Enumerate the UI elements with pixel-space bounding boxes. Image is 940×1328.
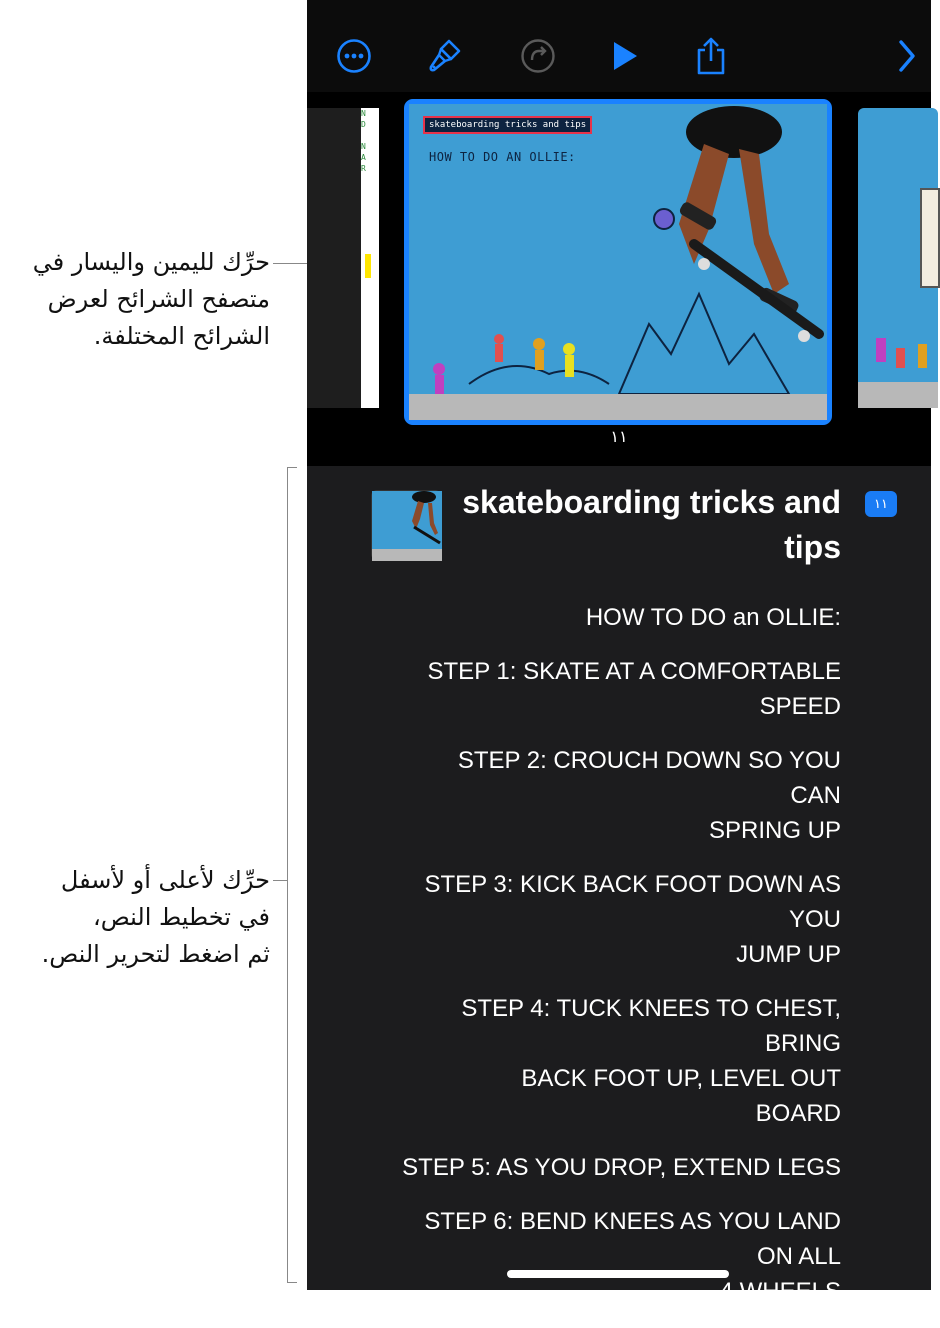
toolbar [307,0,931,100]
slide-heading: HOW TO DO AN OLLIE: [429,150,576,164]
home-indicator[interactable] [507,1270,729,1278]
navigator-callout-line-3: الشرائح المختلفة. [93,322,270,350]
outline-callout [0,862,270,973]
slide-thumbnail-selected[interactable] [404,99,832,425]
more-button[interactable] [332,34,376,78]
redo-button[interactable] [516,34,560,78]
navigator-callout [0,244,270,355]
skater-thumbnail-image [372,491,442,561]
outline-slide-thumbnail[interactable] [371,490,441,560]
more-icon [336,38,372,74]
outline-callout-line-1: حرِّك لأعلى أو لأسفل [60,866,270,894]
outline-paragraph[interactable]: STEP 1: SKATE AT A COMFORTABLE SPEED [427,658,841,720]
navigator-callout-line-2: متصفح الشرائح لعرض [47,285,270,313]
format-brush-icon [425,37,463,75]
slide-navigator[interactable] [307,92,931,466]
outline-bracket [287,467,297,1283]
outline-paragraph[interactable]: STEP 5: AS YOU DROP, EXTEND LEGS [402,1154,841,1181]
outline-callout-line-2: في تخطيط النص، [93,903,270,931]
outline-slide-number-badge: ١١ [865,491,897,517]
text-outline[interactable] [307,466,931,1305]
outline-paragraph[interactable]: HOW TO DO an OLLIE: [585,604,841,631]
outline-slide-title[interactable]: skateboarding tricks and tips [462,484,841,565]
outline-body-text[interactable] [357,600,841,1328]
outline-paragraph[interactable]: STEP 4: TUCK KNEES TO CHEST, BRING BACK FOOT UP, LEVEL OUT BOARD [461,995,841,1127]
outline-paragraph[interactable]: STEP 6: BEND KNEES AS YOU LAND ON ALL 4 WHEELS [424,1208,841,1305]
outline-callout-leader [273,880,287,881]
redo-icon [520,38,556,74]
slide-title-box: skateboarding tricks and tips [423,116,592,134]
outline-callout-line-3: ثم اضغط لتحرير النص. [41,940,270,968]
slide-thumbnail-previous[interactable]: N D N A R [307,108,379,408]
share-icon [693,36,729,76]
share-button[interactable] [689,34,733,78]
navigator-callout-leader [273,263,307,264]
play-button[interactable] [601,34,645,78]
slide-thumbnail-next[interactable] [858,108,938,408]
slide-number-label: ١١ [610,427,628,446]
play-icon [606,39,640,73]
format-button[interactable] [422,34,466,78]
device-screen [307,0,931,1305]
navigator-callout-line-1: حرِّك لليمين واليسار في [32,248,270,276]
outline-paragraph[interactable]: STEP 2: CROUCH DOWN SO YOU CAN SPRING UP [457,747,841,844]
next-button[interactable] [885,34,929,78]
outline-paragraph[interactable]: STEP 3: KICK BACK FOOT DOWN AS YOU JUMP UP [424,871,841,968]
chevron-right-icon [895,38,919,74]
